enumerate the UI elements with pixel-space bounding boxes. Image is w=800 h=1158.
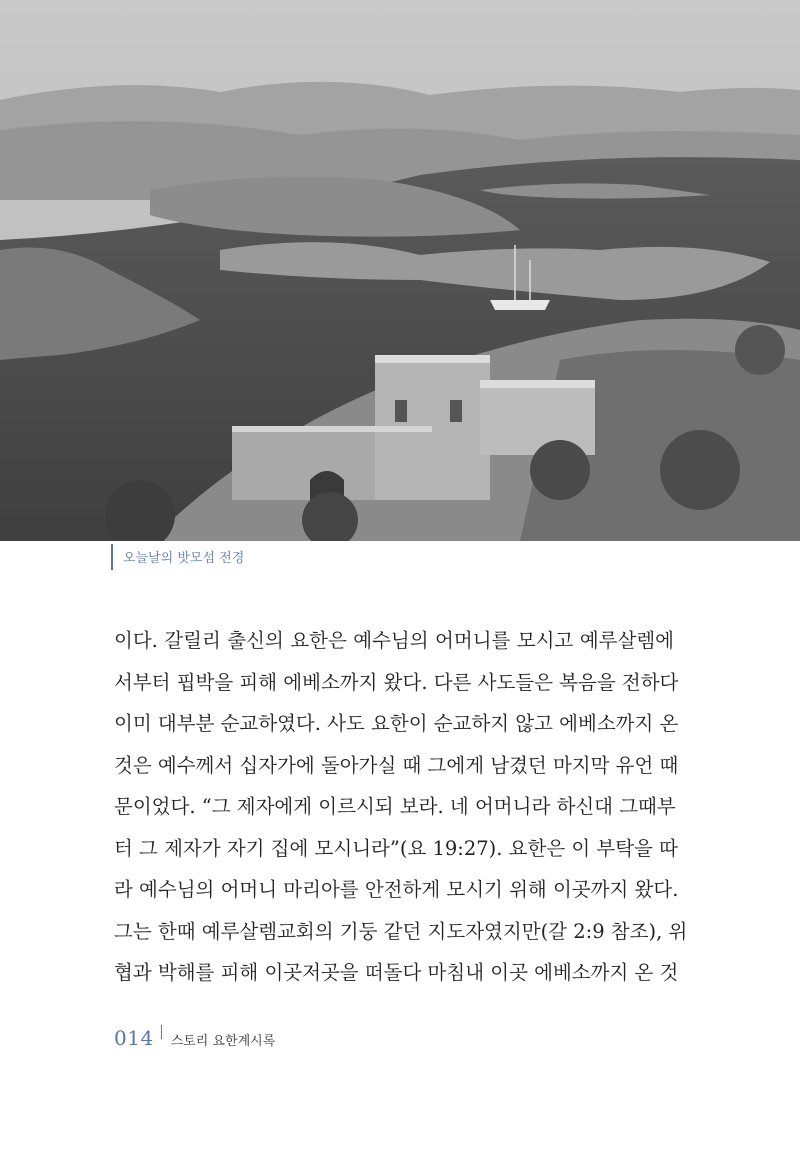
body-line: 서부터 핍박을 피해 에베소까지 왔다. 다른 사도들은 복음을 전하다 [114,670,679,694]
book-title: 스토리 요한계시록 [170,1034,276,1049]
body-line: 터 그 제자가 자기 집에 모시니라”(요 19:27). 요한은 이 부탁을 따 [114,836,678,860]
landscape-photo [0,0,800,541]
body-line: 협과 박해를 피해 이곳저곳을 떠돌다 마침내 이곳 에베소까지 온 것 [114,961,679,984]
body-line: 이미 대부분 순교하였다. 사도 요한이 순교하지 않고 에베소까지 온 [114,712,679,735]
body-line: 문이었다. “그 제자에게 이르시되 보라. 네 어머니라 하신대 그때부 [114,795,676,818]
body-line: 그는 한때 예루살렘교회의 기둥 같던 지도자였지만(갈 2:9 참조), 위 [114,919,688,943]
body-text [114,620,688,994]
page-number: 014 [114,1026,154,1050]
body-line: 이다. 갈릴리 출신의 요한은 예수님의 어머니를 모시고 예루살렘에 [114,629,674,652]
page-footer [114,1026,275,1050]
photo-caption: 오늘날의 밧모섬 전경 [111,544,244,570]
body-line: 라 예수님의 어머니 마리아를 안전하게 모시기 위해 이곳까지 왔다. [114,878,679,901]
footer-divider [161,1025,162,1039]
body-line: 것은 예수께서 십자가에 돌아가실 때 그에게 남겼던 마지막 유언 때 [114,753,679,777]
